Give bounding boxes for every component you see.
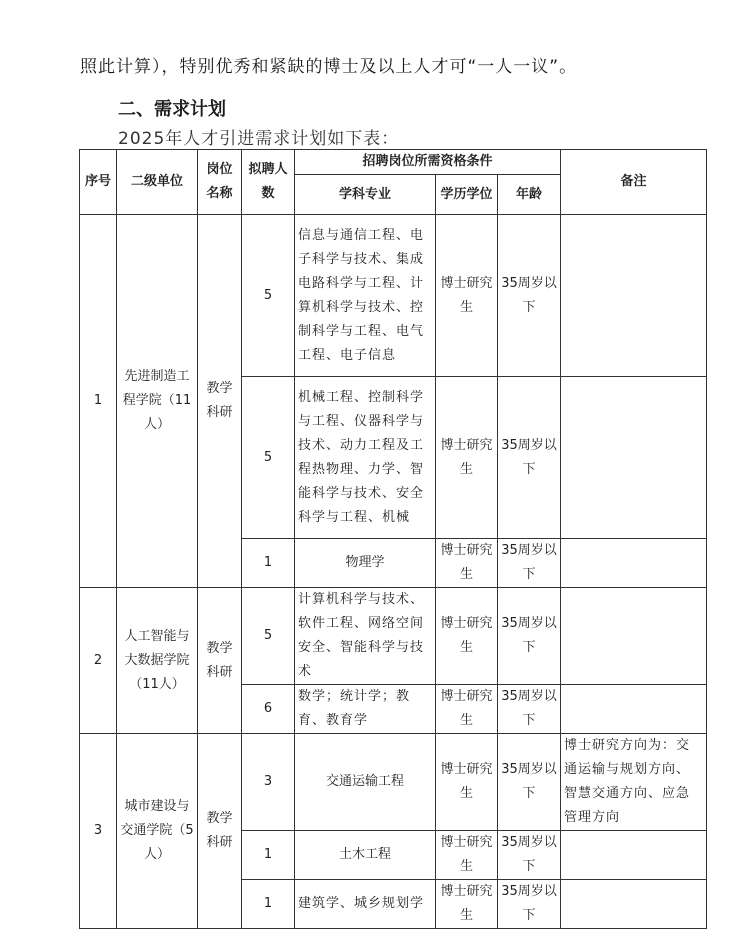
cell-unit: 人工智能与大数据学院（11人） [117,588,198,734]
cell-count: 1 [242,831,295,880]
cell-major: 物理学 [295,539,436,588]
header-conditions: 招聘岗位所需资格条件 [295,150,561,175]
header-unit: 二级单位 [117,150,198,215]
cell-degree: 博士研究生 [436,588,498,685]
cell-age: 35周岁以下 [498,685,561,734]
cell-position: 教学科研 [198,734,242,929]
cell-age: 35周岁以下 [498,831,561,880]
section-heading: 二、需求计划 [118,99,226,120]
cell-seq: 2 [80,588,117,734]
cell-unit: 城市建设与交通学院（5人） [117,734,198,929]
cell-age: 35周岁以下 [498,880,561,929]
header-seq: 序号 [80,150,117,215]
header-position: 岗位名称 [198,150,242,215]
cell-degree: 博士研究生 [436,377,498,539]
cell-degree: 博士研究生 [436,685,498,734]
cell-age: 35周岁以下 [498,215,561,377]
cell-age: 35周岁以下 [498,377,561,539]
cell-remarks: 博士研究方向为：交通运输与规划方向、智慧交通方向、应急管理方向 [561,734,707,831]
cell-remarks [561,831,707,880]
header-major: 学科专业 [295,175,436,215]
cell-major: 建筑学、城乡规划学 [295,880,436,929]
header-age: 年龄 [498,175,561,215]
cell-remarks [561,880,707,929]
cell-seq: 3 [80,734,117,929]
cell-degree: 博士研究生 [436,539,498,588]
cell-remarks [561,215,707,377]
cell-count: 5 [242,377,295,539]
table-row [80,215,707,377]
cell-count: 5 [242,215,295,377]
cell-remarks [561,588,707,685]
cell-count: 6 [242,685,295,734]
cell-degree: 博士研究生 [436,831,498,880]
table-intro-text: 2025年人才引进需求计划如下表： [118,129,400,149]
cell-position: 教学科研 [198,215,242,588]
cell-degree: 博士研究生 [436,215,498,377]
body-text-line: 照此计算），特别优秀和紧缺的博士及以上人才可“一人一议”。 [80,57,578,77]
cell-degree: 博士研究生 [436,734,498,831]
cell-remarks [561,377,707,539]
cell-seq: 1 [80,215,117,588]
cell-remarks [561,539,707,588]
header-remarks: 备注 [561,150,707,215]
cell-major: 机械工程、控制科学与工程、仪器科学与技术、动力工程及工程热物理、力学、智能科学与技术、安全科学与工程、机械 [295,377,436,539]
recruitment-plan-table [79,149,707,929]
cell-major: 计算机科学与技术、软件工程、网络空间安全、智能科学与技术 [295,588,436,685]
cell-age: 35周岁以下 [498,734,561,831]
cell-degree: 博士研究生 [436,880,498,929]
cell-unit: 先进制造工程学院（11人） [117,215,198,588]
cell-count: 3 [242,734,295,831]
cell-age: 35周岁以下 [498,539,561,588]
cell-major: 土木工程 [295,831,436,880]
cell-age: 35周岁以下 [498,588,561,685]
cell-count: 1 [242,539,295,588]
cell-position: 教学科研 [198,588,242,734]
cell-major: 信息与通信工程、电子科学与技术、集成电路科学与工程、计算机科学与技术、控制科学与工程、电气工程、电子信息 [295,215,436,377]
header-count: 拟聘人数 [242,150,295,215]
cell-remarks [561,685,707,734]
cell-count: 5 [242,588,295,685]
table-row [80,588,707,685]
cell-major: 数学；统计学；教育、教育学 [295,685,436,734]
cell-major: 交通运输工程 [295,734,436,831]
cell-count: 1 [242,880,295,929]
header-degree: 学历学位 [436,175,498,215]
table-row [80,734,707,831]
